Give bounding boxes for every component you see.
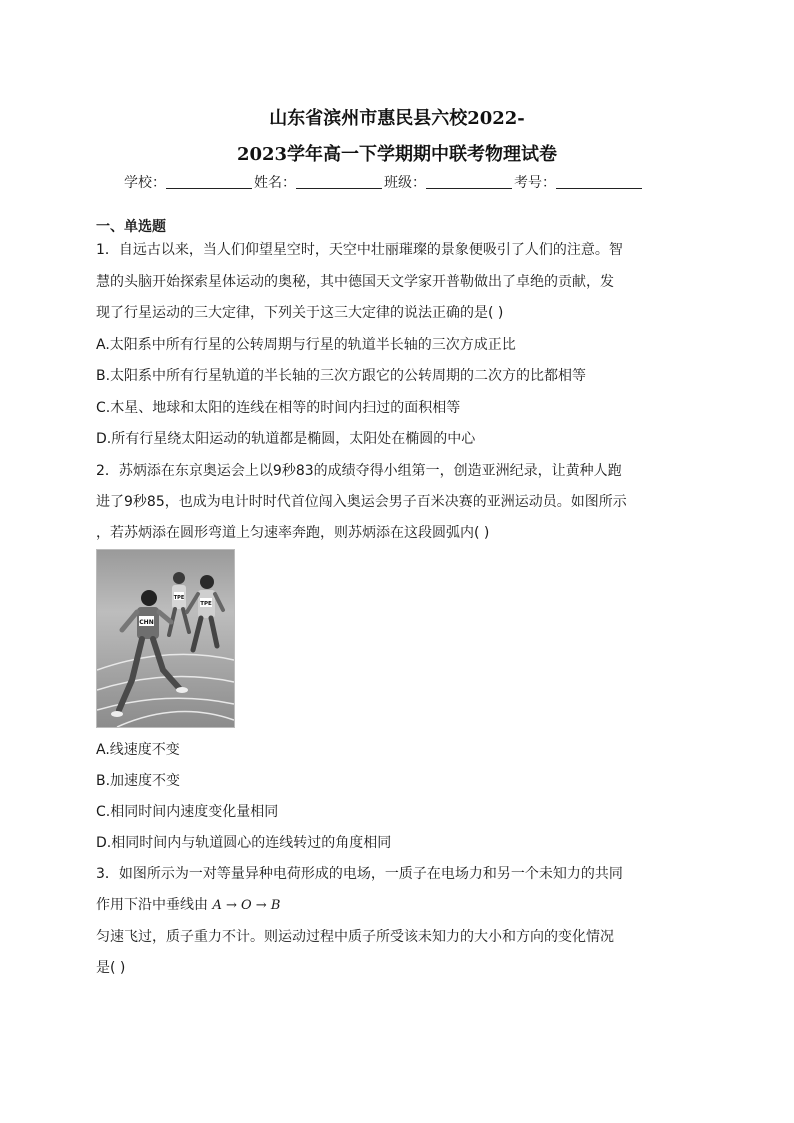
bib-chn: CHN [139,619,154,626]
exam-number-field[interactable] [556,174,642,189]
q3-stem-line-1: 3．如图所示为一对等量异种电荷形成的电场，一质子在电场力和另一个未知力的共同 [96,866,623,882]
school-field[interactable] [166,174,252,189]
q3-stem-line-4: 是( ) [96,960,126,976]
q2-option-a: A.线速度不变 [96,742,180,758]
q1-option-c: C.木星、地球和太阳的连线在相等的时间内扫过的面积相等 [96,400,461,416]
student-info-row [124,172,644,192]
q2-option-c: C.相同时间内速度变化量相同 [96,804,279,820]
q2-stem-line-1: 2．苏炳添在东京奥运会上以9秒83的成绩夺得小组第一，创造亚洲纪录，让黄种人跑 [96,463,622,479]
class-label: 班级： [384,175,426,191]
q3-stem-prefix: 作用下沿中垂线由 [96,897,213,913]
bib-tpe-back: TPE [173,595,185,601]
q2-stem-line-2: 进了9秒85，也成为电计时时代首位闯入奥运会男子百米决赛的亚洲运动员。如图所示 [96,494,627,510]
q3-stem-line-3: 匀速飞过，质子重力不计。则运动过程中质子所受该未知力的大小和方向的变化情况 [96,929,614,945]
exam-number-label: 考号： [514,175,556,191]
q1-stem-line-1: 1．自远古以来，当人们仰望星空时，天空中壮丽璀璨的景象便吸引了人们的注意。智 [96,242,623,258]
page-title-line-1: 山东省滨州市惠民县六校2022- [269,108,525,129]
name-field[interactable] [296,174,382,189]
q1-option-a: A.太阳系中所有行星的公转周期与行星的轨道半长轴的三次方成正比 [96,337,516,353]
q3-path-expression: A → O → B [212,898,281,913]
section-title: 一、单选题 [96,219,166,235]
sprinters-photo [96,549,235,728]
sprinters-illustration [97,550,234,727]
name-label: 姓名： [254,175,296,191]
page-title-line-2: 2023学年高一下学期期中联考物理试卷 [236,144,558,165]
q3-stem-line-2 [96,894,280,914]
q1-option-d: D.所有行星绕太阳运动的轨道都是椭圆，太阳处在椭圆的中心 [96,431,476,447]
school-label: 学校： [124,175,166,191]
q1-option-b: B.太阳系中所有行星轨道的半长轴的三次方跟它的公转周期的二次方的比都相等 [96,368,587,384]
class-field[interactable] [426,174,512,189]
bib-tpe-front: TPE [200,601,212,607]
q2-option-d: D.相同时间内与轨道圆心的连线转过的角度相同 [96,835,392,851]
q2-stem-line-3: ，若苏炳添在圆形弯道上匀速率奔跑，则苏炳添在这段圆弧内( ) [96,525,490,541]
q1-stem-line-3: 现了行星运动的三大定律，下列关于这三大定律的说法正确的是( ) [96,305,504,321]
q2-option-b: B.加速度不变 [96,773,181,789]
q1-stem-line-2: 慧的头脑开始探索星体运动的奥秘，其中德国天文学家开普勒做出了卓绝的贡献，发 [96,274,614,290]
